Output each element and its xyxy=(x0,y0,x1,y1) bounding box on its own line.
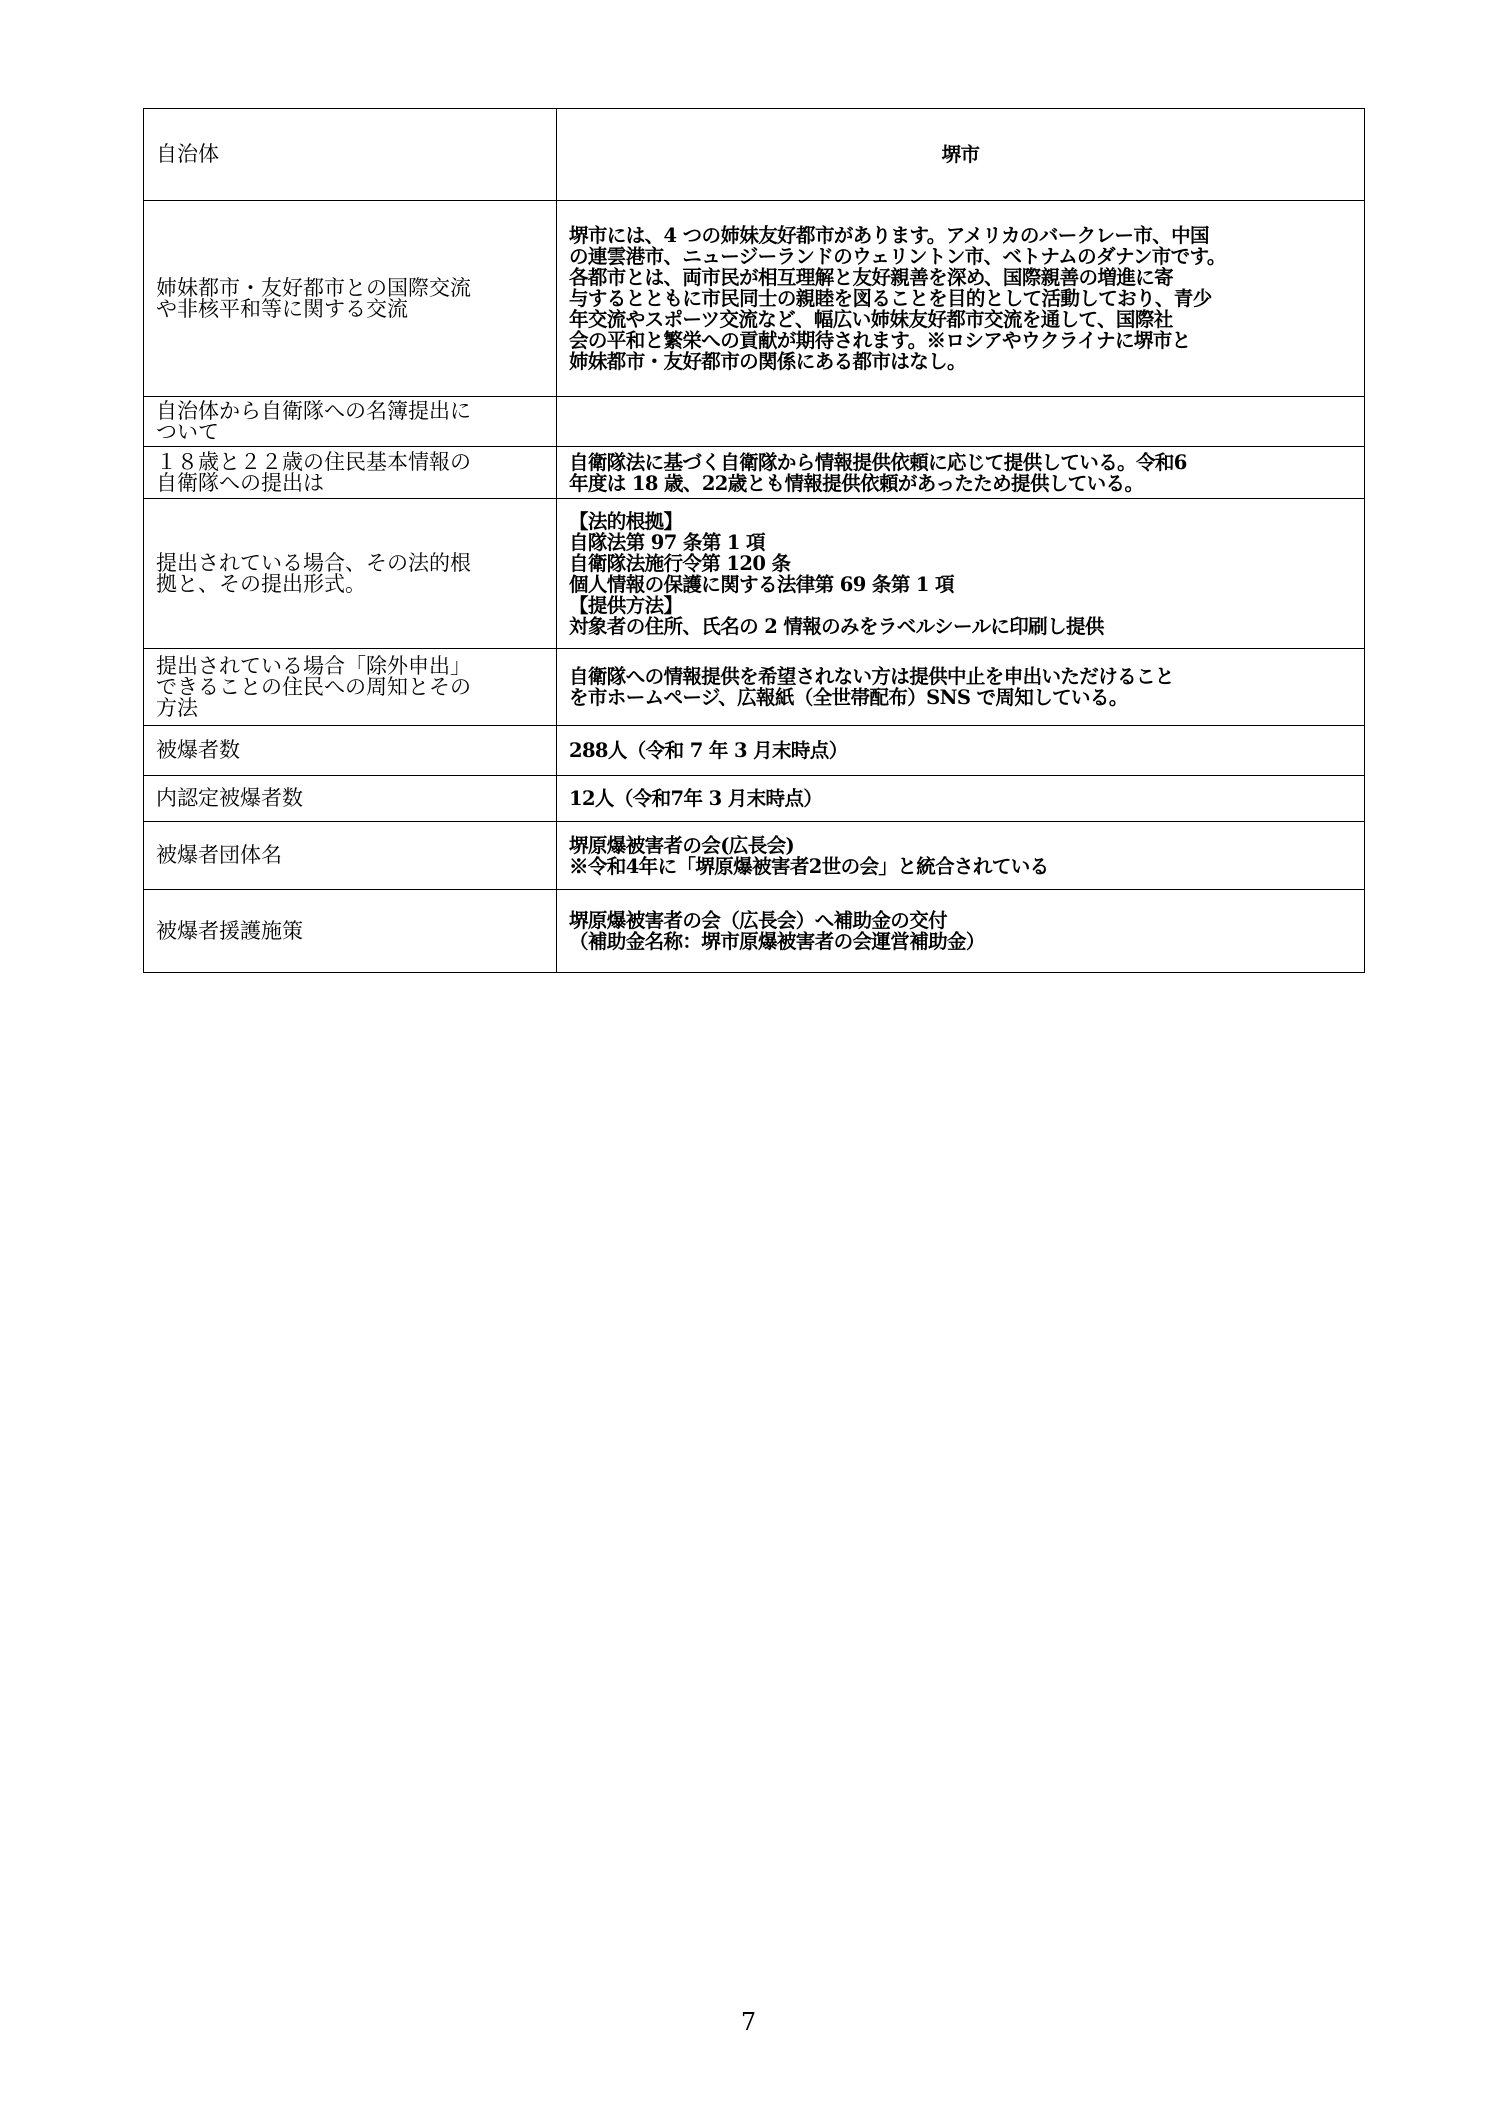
value-line: 自衛隊への情報提供を希望されない方は提供中止を申出いただけること xyxy=(569,665,1174,688)
table-row-roster-submission xyxy=(144,397,1365,447)
label-line: 被爆者援護施策 xyxy=(156,918,303,943)
value-line: 年度は 18 歳、22歳とも情報提供依頼があったため提供している。 xyxy=(569,471,1144,495)
label-line: 自衛隊への提出は xyxy=(156,470,324,495)
label-line: 被爆者団体名 xyxy=(156,843,282,867)
value-line: 288人（令和 7 年 3 月末時点） xyxy=(569,739,848,762)
info-table xyxy=(143,108,1365,973)
label-line: １８歳と２２歳の住民基本情報の xyxy=(156,449,471,474)
label-line: ついて xyxy=(156,419,219,444)
value-line: 自衛隊法施行令第 120 条 xyxy=(569,551,791,575)
label-line: 内認定被爆者数 xyxy=(156,786,303,810)
row-label xyxy=(144,649,557,726)
table-row-support-measures xyxy=(144,890,1365,973)
row-value xyxy=(557,890,1365,973)
table-row-legal-basis xyxy=(144,499,1365,649)
row-value xyxy=(557,822,1365,890)
table-row-certified-count xyxy=(144,776,1365,822)
table-row-municipality xyxy=(144,109,1365,201)
row-value xyxy=(557,499,1365,649)
value-line: 対象者の住所、氏名の 2 情報のみをラベルシールに印刷し提供 xyxy=(569,614,1104,638)
value-line: （補助金名称：堺市原爆被害者の会運営補助金） xyxy=(569,930,985,953)
value-line: 年交流やスポーツ交流など、幅広い姉妹友好都市交流を通して、国際社 xyxy=(569,308,1173,331)
table-row-opt-out xyxy=(144,649,1365,726)
row-label xyxy=(144,726,557,776)
value-line: ※令和4年に「堺原爆被害者2世の会」と統合されている xyxy=(569,854,1049,878)
row-value xyxy=(557,397,1365,447)
table-row-sister-cities xyxy=(144,201,1365,397)
value-line: 自衛隊法に基づく自衛隊から情報提供依頼に応じて提供している。令和6 xyxy=(569,450,1187,474)
label-line: 自治体 xyxy=(156,142,219,166)
label-line: 提出されている場合「除外申出」 xyxy=(156,653,471,678)
table-row-survivor-count xyxy=(144,726,1365,776)
value-line: 堺市 xyxy=(941,143,980,166)
value-line: を市ホームページ、広報紙（全世帯配布）SNS で周知している。 xyxy=(569,686,1128,709)
row-value xyxy=(557,726,1365,776)
value-line: 【法的根拠】 xyxy=(569,509,683,533)
label-line: 被爆者数 xyxy=(156,738,240,762)
row-value xyxy=(557,649,1365,726)
label-line: 方法 xyxy=(156,695,198,720)
label-line: 姉妹都市・友好都市との国際交流 xyxy=(156,275,471,300)
table-row-survivor-group xyxy=(144,822,1365,890)
label-line: できることの住民への周知とその xyxy=(156,674,471,699)
row-label xyxy=(144,776,557,822)
value-line: 与するとともに市民同士の親睦を図ることを目的として活動しており、青少 xyxy=(569,287,1212,310)
label-line: 自治体から自衛隊への名簿提出に xyxy=(156,398,471,423)
page-number: 7 xyxy=(740,2008,757,2036)
value-line: 堺市には、4 つの姉妹友好都市があります。アメリカのバークレー市、中国 xyxy=(569,224,1209,247)
label-line: 提出されている場合、その法的根 xyxy=(156,550,471,575)
value-line: 各都市とは、両市民が相互理解と友好親善を深め、国際親善の増進に寄 xyxy=(569,266,1174,289)
value-line: の連雲港市、ニュージーランドのウェリントン市、ベトナムのダナン市です。 xyxy=(569,245,1226,268)
table-row-age-18-22 xyxy=(144,447,1365,499)
label-line: 拠と、その提出形式。 xyxy=(156,571,366,596)
row-label xyxy=(144,201,557,397)
label-line: や非核平和等に関する交流 xyxy=(156,296,408,321)
row-value xyxy=(557,447,1365,499)
value-line: 堺原爆被害者の会(広長会) xyxy=(569,833,795,857)
row-label xyxy=(144,499,557,649)
row-label xyxy=(144,822,557,890)
row-label xyxy=(144,447,557,499)
row-label xyxy=(144,397,557,447)
value-line: 【提供方法】 xyxy=(569,593,683,617)
value-line: 12人（令和7年 3 月末時点） xyxy=(569,787,823,810)
row-value xyxy=(557,201,1365,397)
row-label xyxy=(144,890,557,973)
value-line: 自隊法第 97 条第 1 項 xyxy=(569,530,765,554)
value-line: 個人情報の保護に関する法律第 69 条第 1 項 xyxy=(569,572,954,596)
row-value xyxy=(557,776,1365,822)
value-line: 会の平和と繁栄への貢献が期待されます。※ロシアやウクライナに堺市と xyxy=(569,329,1191,352)
row-value xyxy=(557,109,1365,201)
value-line: 堺原爆被害者の会（広長会）へ補助金の交付 xyxy=(569,909,948,932)
row-label xyxy=(144,109,557,201)
value-line: 姉妹都市・友好都市の関係にある都市はなし。 xyxy=(569,350,966,373)
